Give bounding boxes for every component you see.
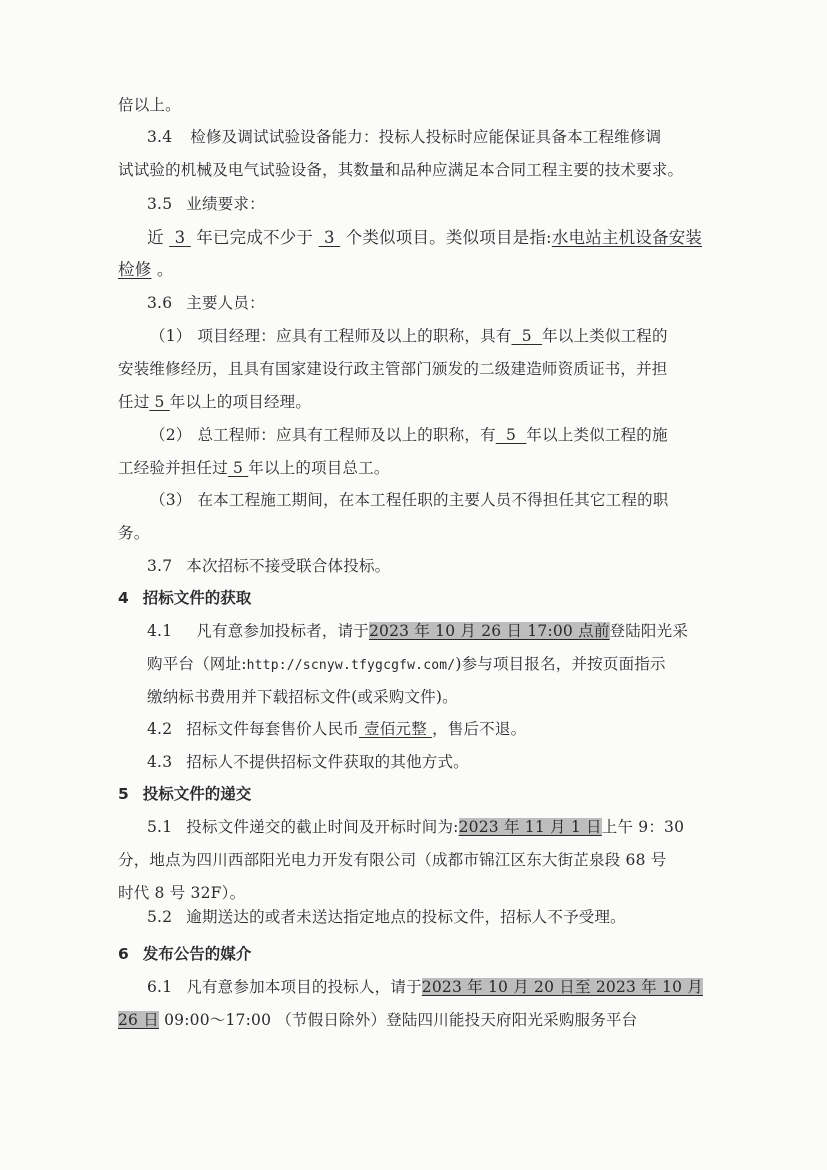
section-number: 5: [118, 785, 129, 803]
publish-date-range: 2023 年 10 月 20 日至 2023 年 10 月: [421, 978, 703, 996]
paragraph-text: 检修及调试试验设备能力：投标人投标时应能保证具备本工程维修调: [190, 128, 662, 146]
project-type-value: 水电站主机设备安装: [551, 228, 703, 247]
section-4-3: 4.3 招标人不提供招标文件获取的其他方式。: [147, 753, 469, 771]
section-3-6-title: [147, 292, 265, 314]
item-1-line1: （1） 项目经理：应具有工程师及以上的职称，具有 5 年以上类似工程的: [150, 327, 668, 345]
years-value: 5: [521, 327, 532, 345]
clause-number: 3.6: [147, 294, 173, 312]
project-count-value: 3: [324, 228, 335, 247]
section-3-7: 3.7 本次招标不接受联合体投标。: [147, 557, 391, 575]
item-2-line2: 工经验并担任过 5 年以上的项目总工。: [118, 459, 390, 477]
section-3-5-line1: 近 3 年已完成不少于 3 个类似项目。类似项目是指:水电站主机设备安装: [147, 228, 703, 247]
clause-number: 4.2: [147, 720, 173, 738]
clause-number: 6.1: [147, 978, 173, 996]
paragraph-text: 试试验的机械及电气试验设备，其数量和品种应满足本合同工程主要的技术要求。: [118, 161, 684, 179]
project-type-value: 检修: [118, 260, 152, 279]
item-label: （1）: [150, 327, 192, 345]
section-4-1-line1: 4.1 凡有意参加投标者，请于2023 年 10 月 26 日 17:00 点前登陆阳光采: [147, 622, 689, 640]
clause-number: 5.2: [147, 908, 173, 926]
clause-number: 3.7: [147, 557, 173, 575]
item-3-line1: （3） 在本工程施工期间，在本工程任职的主要人员不得担任其它工程的职: [150, 491, 669, 509]
item-1-line2: 安装维修经历，且具有国家建设行政主管部门颁发的二级建造师资质证书，并担: [118, 360, 668, 378]
years-value: 5: [154, 393, 165, 411]
section-3-4-line2: [118, 159, 683, 181]
item-label: （2）: [150, 426, 192, 444]
publish-date-range: 26 日: [118, 1011, 159, 1029]
section-title: 投标文件的递交: [142, 785, 252, 803]
paragraph-text: 倍以上。: [118, 96, 181, 114]
section-6-1-line2: 26 日 09:00～17:00 （节假日除外）登陆四川能投天府阳光采购服务平台: [118, 1011, 638, 1029]
section-4-1-line2: 购平台（网址:http://scnyw.tfygcgfw.com/)参与项目报名，并按页面指示: [147, 655, 666, 673]
clause-title: 主要人员：: [186, 294, 265, 312]
clause-number: 5.1: [147, 818, 173, 836]
clause-number: 4.1: [147, 622, 173, 640]
section-4-heading: [118, 587, 251, 609]
section-number: 4: [118, 589, 129, 607]
deadline-date: 2023 年 10 月 26 日 17:00 点前: [368, 622, 610, 640]
section-6-1-line1: 6.1 凡有意参加本项目的投标人，请于2023 年 10 月 20 日至 2023 年 10 月: [147, 978, 703, 996]
item-3-line2: 务。: [118, 524, 150, 542]
years-value: 5: [506, 426, 517, 444]
section-3-5-line2: 检修 。: [118, 260, 174, 279]
platform-url[interactable]: http://scnyw.tfygcgfw.com/: [246, 658, 456, 673]
section-5-1-line2: 分，地点为四川西部阳光电力开发有限公司（成都市锦江区东大街芷泉段 68 号: [118, 851, 667, 869]
item-label: （3）: [150, 491, 192, 509]
years-value: 5: [233, 459, 244, 477]
section-5-2: 5.2 逾期送达的或者未送达指定地点的投标文件，招标人不予受理。: [147, 908, 626, 926]
section-3-4-line1: [147, 126, 661, 148]
section-4-2: 4.2 招标文件每套售价人民币 壹佰元整 ，售后不退。: [147, 720, 527, 738]
section-3-5-title: [147, 193, 265, 215]
section-4-1-line3: 缴纳标书费用并下载招标文件(或采购文件)。: [147, 688, 458, 706]
section-5-1-line3: 时代 8 号 32F）。: [118, 884, 246, 902]
section-5-1-line1: 5.1 投标文件递交的截止时间及开标时间为:2023 年 11 月 1 日上午 9：30: [147, 818, 685, 836]
price-value: 壹佰元整: [364, 720, 427, 738]
clause-number: 3.5: [147, 195, 173, 213]
clause-title: 业绩要求：: [186, 195, 265, 213]
section-number: 6: [118, 945, 129, 963]
section-title: 发布公告的媒介: [142, 945, 252, 963]
section-5-heading: [118, 783, 251, 805]
deadline-date: 2023 年 11 月 1 日: [458, 818, 602, 836]
section-3-3-tail: [118, 94, 181, 116]
section-title: 招标文件的获取: [142, 589, 252, 607]
section-6-heading: [118, 943, 251, 965]
item-1-line3: 任过 5 年以上的项目经理。: [118, 393, 312, 411]
clause-number: 4.3: [147, 753, 173, 771]
years-value: 3: [174, 228, 186, 247]
clause-number: 3.4: [147, 128, 173, 146]
item-2-line1: （2） 总工程师：应具有工程师及以上的职称，有 5 年以上类似工程的施: [150, 426, 668, 444]
